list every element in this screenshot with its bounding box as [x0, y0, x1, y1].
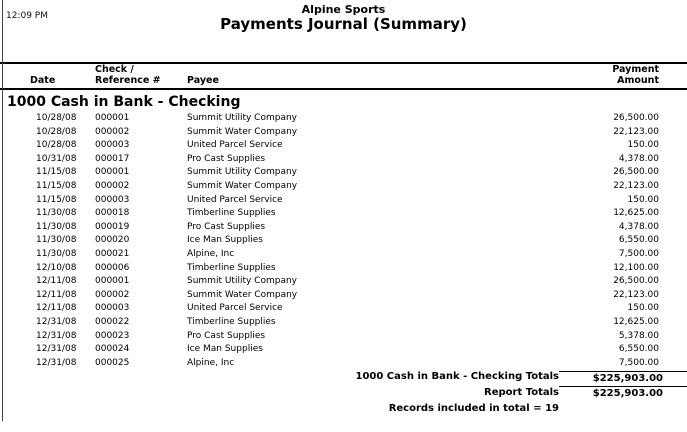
table-row — [0, 153, 687, 167]
page-left-border — [2, 0, 3, 421]
column-payee-line1 — [187, 65, 547, 76]
section-totals-row — [0, 370, 687, 385]
row-payment-amount: 6,550.00 — [618, 344, 659, 355]
row-payee: Pro Cast Supplies — [187, 153, 266, 164]
column-check-line1: Check / — [95, 64, 134, 75]
table-row — [0, 112, 687, 126]
row-payment-amount: 22,123.00 — [613, 289, 659, 300]
table-row — [0, 357, 687, 371]
report-totals-label: Report Totals — [484, 387, 559, 399]
row-payee: Summit Utility Company — [187, 167, 297, 178]
table-row — [0, 166, 687, 180]
row-check-number: 000001 — [95, 276, 130, 287]
table-row — [0, 248, 687, 262]
column-header-row — [0, 62, 687, 90]
row-date: 10/31/08 — [36, 153, 77, 164]
table-row — [0, 275, 687, 289]
row-payee: Timberline Supplies — [187, 316, 276, 327]
row-payee: United Parcel Service — [187, 303, 283, 314]
row-date: 12/31/08 — [36, 344, 77, 355]
row-payee: Pro Cast Supplies — [187, 330, 266, 341]
row-payment-amount: 7,500.00 — [618, 357, 659, 368]
section-totals-amount: $225,903.00 — [559, 371, 687, 385]
row-payment-amount: 12,625.00 — [613, 208, 659, 219]
row-check-number: 000020 — [95, 235, 130, 246]
table-row — [0, 180, 687, 194]
column-check-reference — [95, 65, 187, 86]
table-row — [0, 302, 687, 316]
table-row — [0, 139, 687, 153]
records-included-note: Records included in total = 19 — [388, 403, 559, 415]
row-payment-amount: 26,500.00 — [613, 167, 659, 178]
row-payee: Summit Water Company — [187, 180, 298, 191]
row-payee: Ice Man Supplies — [187, 235, 263, 246]
row-payee: Alpine, Inc — [187, 248, 235, 259]
column-amount-line1: Payment — [612, 64, 659, 75]
row-payment-amount: 12,100.00 — [613, 262, 659, 273]
report-totals-amount: $225,903.00 — [559, 386, 687, 400]
row-payment-amount: 26,500.00 — [613, 276, 659, 287]
column-check-line2: Reference # — [95, 74, 161, 86]
row-payment-amount: 4,378.00 — [618, 153, 659, 164]
row-payment-amount: 5,378.00 — [618, 330, 659, 341]
section-totals-label: 1000 Cash in Bank - Checking Totals — [355, 371, 559, 383]
column-date-line2: Date — [30, 74, 56, 86]
row-check-number: 000018 — [95, 208, 130, 219]
row-check-number: 000006 — [95, 262, 130, 273]
table-row — [0, 194, 687, 208]
row-payee: United Parcel Service — [187, 140, 283, 151]
report-title: Payments Journal (Summary) — [220, 15, 467, 33]
records-note-row — [0, 402, 687, 416]
table-row — [0, 316, 687, 330]
column-amount-line2: Amount — [617, 74, 659, 86]
row-date: 11/30/08 — [36, 248, 77, 259]
row-check-number: 000003 — [95, 194, 130, 205]
row-payment-amount: 26,500.00 — [613, 113, 659, 123]
row-date: 11/15/08 — [36, 167, 77, 178]
row-check-number: 000019 — [95, 221, 130, 232]
row-payee: United Parcel Service — [187, 194, 283, 205]
table-row — [0, 207, 687, 221]
row-check-number: 000002 — [95, 289, 130, 300]
table-row — [0, 221, 687, 235]
row-check-number: 000022 — [95, 316, 130, 327]
account-section-title: 1000 Cash in Bank - Checking — [7, 94, 241, 110]
column-payment-amount — [547, 65, 687, 86]
row-payment-amount: 12,625.00 — [613, 316, 659, 327]
column-date — [0, 65, 95, 86]
row-date: 12/11/08 — [36, 303, 77, 314]
row-payee: Summit Utility Company — [187, 113, 297, 123]
row-check-number: 000023 — [95, 330, 130, 341]
report-header — [0, 0, 687, 33]
row-date: 12/11/08 — [36, 289, 77, 300]
row-payment-amount: 150.00 — [627, 194, 659, 205]
row-date: 12/31/08 — [36, 330, 77, 341]
row-payee: Pro Cast Supplies — [187, 221, 266, 232]
row-date: 10/28/08 — [36, 113, 77, 123]
table-row — [0, 234, 687, 248]
row-date: 10/28/08 — [36, 140, 77, 151]
records-note-spacer — [559, 402, 687, 416]
row-payee: Timberline Supplies — [187, 262, 276, 273]
row-check-number: 000003 — [95, 303, 130, 314]
row-check-number: 000002 — [95, 126, 130, 137]
row-payment-amount: 22,123.00 — [613, 126, 659, 137]
report-totals-row — [0, 386, 687, 400]
column-date-line1 — [30, 65, 95, 76]
row-check-number: 000021 — [95, 248, 130, 259]
row-payee: Ice Man Supplies — [187, 344, 263, 355]
table-row — [0, 343, 687, 357]
row-payment-amount: 22,123.00 — [613, 180, 659, 191]
row-payee: Alpine, Inc — [187, 357, 235, 368]
row-check-number: 000024 — [95, 344, 130, 355]
table-row — [0, 262, 687, 276]
row-date: 12/31/08 — [36, 316, 77, 327]
column-payee-line2: Payee — [187, 74, 219, 86]
row-date: 11/15/08 — [36, 180, 77, 191]
row-payment-amount: 4,378.00 — [618, 221, 659, 232]
row-date: 12/10/08 — [36, 262, 77, 273]
row-payment-amount: 150.00 — [627, 303, 659, 314]
table-rows — [0, 112, 687, 370]
row-check-number: 000002 — [95, 180, 130, 191]
row-payee: Summit Water Company — [187, 289, 298, 300]
row-check-number: 000003 — [95, 140, 130, 151]
row-date: 11/15/08 — [36, 194, 77, 205]
row-date: 11/30/08 — [36, 208, 77, 219]
row-date: 11/30/08 — [36, 221, 77, 232]
row-payment-amount: 7,500.00 — [618, 248, 659, 259]
row-payment-amount: 6,550.00 — [618, 235, 659, 246]
row-date: 12/31/08 — [36, 357, 77, 368]
row-date: 10/28/08 — [36, 126, 77, 137]
row-date: 11/30/08 — [36, 235, 77, 246]
column-payee — [187, 65, 547, 86]
row-check-number: 000001 — [95, 113, 130, 123]
row-check-number: 000025 — [95, 357, 130, 368]
row-payee: Timberline Supplies — [187, 208, 276, 219]
row-payment-amount: 150.00 — [627, 140, 659, 151]
row-payee: Summit Water Company — [187, 126, 298, 137]
report-time: 12:09 PM — [6, 11, 48, 21]
row-payee: Summit Utility Company — [187, 276, 297, 287]
row-check-number: 000001 — [95, 167, 130, 178]
table-row — [0, 289, 687, 303]
row-check-number: 000017 — [95, 153, 130, 164]
row-date: 12/11/08 — [36, 276, 77, 287]
table-row — [0, 126, 687, 140]
company-name: Alpine Sports — [301, 3, 386, 16]
table-row — [0, 330, 687, 344]
